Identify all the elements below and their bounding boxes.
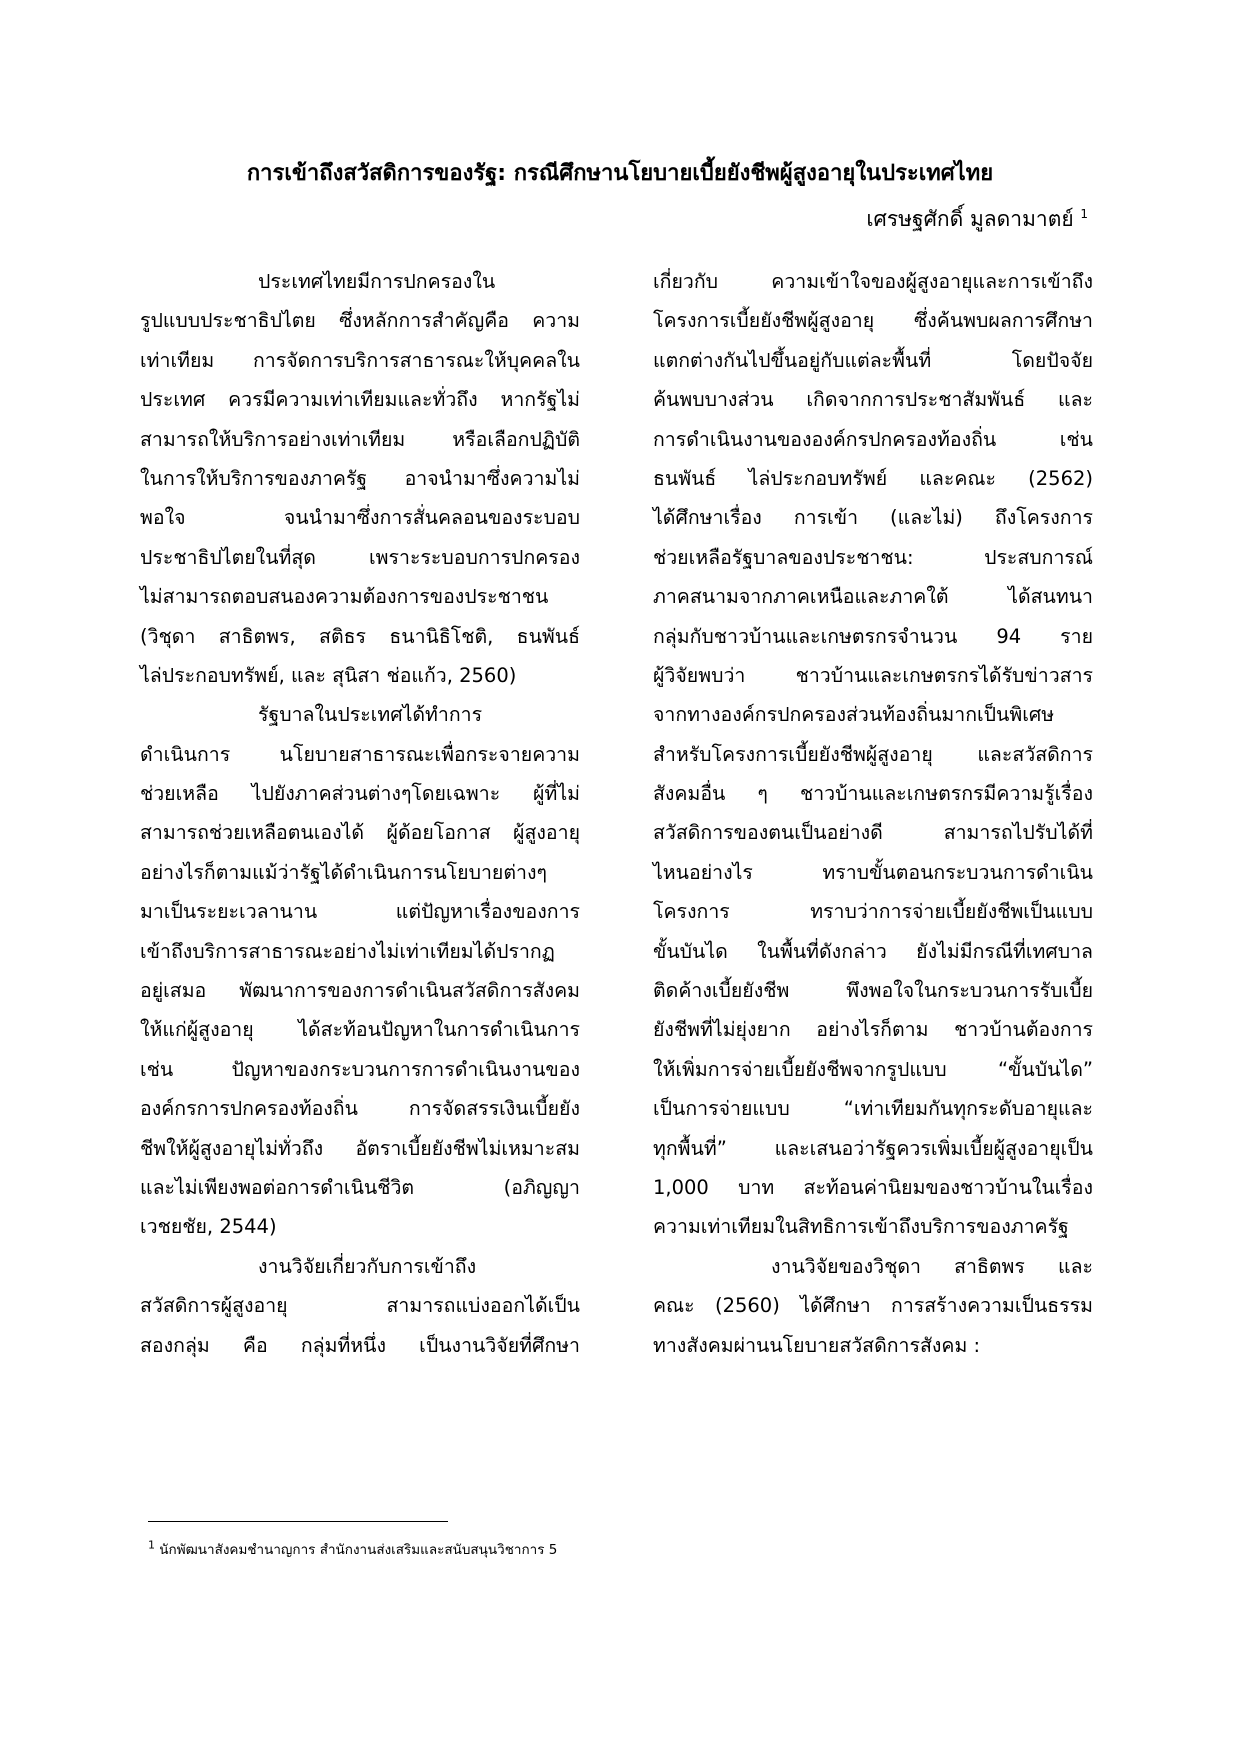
text-line: ช่วยเหลือรัฐบาลของประชาชน: ประสบการณ์	[653, 545, 1093, 569]
text-line: ประเทศไทยมีการปกครองใน	[258, 270, 496, 293]
text-line: ยังชีพที่ไม่ยุ่งยาก อย่างไรก็ตาม ชาวบ้านต้องการ	[653, 1018, 1093, 1042]
text-line: เท่าเทียม การจัดการบริการสาธารณะให้บุคคลใน	[140, 348, 580, 372]
text-line: ดำเนินการ นโยบายสาธารณะเพื่อกระจายความ	[140, 742, 580, 766]
text-line: ภาคสนามจากภาคเหนือและภาคใต้ ได้สนทนา	[653, 585, 1093, 609]
text-line: สองกลุ่ม คือ กลุ่มที่หนึ่ง เป็นงานวิจัยที่ศึกษา	[140, 1333, 580, 1357]
footnote-number: 1	[148, 1538, 155, 1552]
text-line: แตกต่างกันไปขึ้นอยู่กับแต่ละพื้นที่ โดยปัจจัย	[653, 348, 1093, 372]
text-line: องค์กรการปกครองท้องถิ่น การจัดสรรเงินเบี้ยยัง	[140, 1097, 580, 1121]
text-line: ไม่สามารถตอบสนองความต้องการของประชาชน	[140, 585, 549, 609]
text-line: โครงการเบี้ยยังชีพผู้สูงอายุ ซึ่งค้นพบผลการศึกษา	[653, 309, 1093, 333]
text-line: สวัสดิการผู้สูงอายุ สามารถแบ่งออกได้เป็น	[140, 1294, 580, 1318]
text-line: ผู้วิจัยพบว่า ชาวบ้านและเกษตรกรได้รับข่าวสาร	[653, 663, 1093, 687]
text-line: อยู่เสมอ พัฒนาการของการดำเนินสวัสดิการสังคม	[140, 979, 580, 1003]
text-line: โครงการ ทราบว่าการจ่ายเบี้ยยังชีพเป็นแบบ	[653, 900, 1093, 924]
text-line: เกี่ยวกับ ความเข้าใจของผู้สูงอายุและการเข้าถึง	[653, 270, 1093, 293]
text-line: ทุกพื้นที่” และเสนอว่ารัฐควรเพิ่มเบี้ยผู้สูงอายุเป็น	[653, 1136, 1093, 1160]
text-line: รูปแบบประชาธิปไตย ซึ่งหลักการสำคัญคือ ความ	[140, 309, 580, 333]
text-line: กลุ่มกับชาวบ้านและเกษตรกรจำนวน 94 ราย	[653, 624, 1093, 648]
text-line: ประเทศ ควรมีความเท่าเทียมและทั่วถึง หากรัฐไม่	[140, 388, 580, 412]
text-line: ขั้นบันได ในพื้นที่ดังกล่าว ยังไม่มีกรณีที่เทศบาล	[653, 939, 1093, 963]
text-line: ได้ศึกษาเรื่อง การเข้า (และไม่) ถึงโครงการ	[653, 506, 1093, 530]
text-line: สังคมอื่น ๆ ชาวบ้านและเกษตรกรมีความรู้เรื่อง	[653, 782, 1093, 806]
text-line: เวชยชัย, 2544)	[140, 1215, 277, 1239]
text-line: เป็นการจ่ายแบบ “เท่าเทียมกันทุกระดับอายุและ	[653, 1097, 1093, 1121]
text-line: สำหรับโครงการเบี้ยยังชีพผู้สูงอายุ และสวัสดิการ	[653, 742, 1093, 766]
footnote-rule	[148, 1521, 448, 1522]
text-line: สวัสดิการของตนเป็นอย่างดี สามารถไปรับได้ที่	[653, 821, 1093, 845]
text-line: ให้เพิ่มการจ่ายเบี้ยยังชีพจากรูปแบบ “ขั้นบันได”	[653, 1057, 1093, 1081]
text-line: คณะ (2560) ได้ศึกษา การสร้างความเป็นธรรม	[653, 1294, 1093, 1318]
text-line: ธนพันธ์ ไล่ประกอบทรัพย์ และคณะ (2562)	[653, 466, 1093, 490]
text-line: ชีพให้ผู้สูงอายุไม่ทั่วถึง อัตราเบี้ยยังชีพไม่เหมาะสม	[140, 1136, 580, 1160]
text-line: สามารถช่วยเหลือตนเองได้ ผู้ด้อยโอกาส ผู้สูงอายุ	[140, 821, 580, 845]
author-name: เศรษฐศักดิ์ มูลดามาตย์	[866, 207, 1074, 231]
text-line: อย่างไรก็ตามแม้ว่ารัฐได้ดำเนินการนโยบายต่างๆ	[140, 860, 547, 884]
text-line: พอใจ จนนำมาซึ่งการสั่นคลอนของระบอบ	[140, 506, 580, 530]
text-line: ประชาธิปไตยในที่สุด เพราะระบอบการปกครอง	[140, 545, 580, 569]
text-line: ให้แก่ผู้สูงอายุ ได้สะท้อนปัญหาในการดำเนินการ	[140, 1018, 580, 1042]
text-line: ช่วยเหลือ ไปยังภาคส่วนต่างๆโดยเฉพาะ ผู้ที่ไม่	[140, 782, 580, 806]
text-line: ติดค้างเบี้ยยังชีพ พึงพอใจในกระบวนการรับเบี้ย	[653, 979, 1093, 1003]
text-line: จากทางองค์กรปกครองส่วนท้องถิ่นมากเป็นพิเศษ	[653, 703, 1055, 727]
text-line: 1,000 บาท สะท้อนค่านิยมของชาวบ้านในเรื่อง	[653, 1175, 1093, 1199]
text-line: ไหนอย่างไร ทราบขั้นตอนกระบวนการดำเนิน	[653, 860, 1093, 884]
author-line	[866, 203, 1088, 236]
text-line: เข้าถึงบริการสาธารณะอย่างไม่เท่าเทียมได้ปรากฏ	[140, 939, 555, 963]
left-column	[140, 262, 580, 1365]
text-line: การดำเนินงานขององค์กรปกครองท้องถิ่น เช่น	[653, 427, 1093, 451]
text-line: (วิชุดา สาธิตพร, สติธร ธนานิธิโชติ, ธนพันธ์	[140, 624, 580, 648]
text-line: ทางสังคมผ่านนโยบายสวัสดิการสังคม :	[653, 1333, 981, 1357]
text-line: ไล่ประกอบทรัพย์, และ สุนิสา ช่อแก้ว, 2560)	[140, 663, 517, 687]
footnote-text: นักพัฒนาสังคมชำนาญการ สำนักงานส่งเสริมและสนับสนุนวิชาการ 5	[159, 1542, 558, 1558]
text-line: ค้นพบบางส่วน เกิดจากการประชาสัมพันธ์ และ	[653, 388, 1093, 412]
paper-title: การเข้าถึงสวัสดิการของรัฐ: กรณีศึกษานโยบายเบี้ยยังชีพผู้สูงอายุในประเทศไทย	[246, 161, 994, 186]
text-line: รัฐบาลในประเทศได้ทำการ	[258, 703, 483, 727]
text-line: ในการให้บริการของภาครัฐ อาจนำมาซึ่งความไม่	[140, 466, 580, 490]
text-line: และไม่เพียงพอต่อการดำเนินชีวิต (อภิญญา	[140, 1175, 580, 1199]
footnote-mark: 1	[1080, 207, 1088, 221]
text-line: งานวิจัยเกี่ยวกับการเข้าถึง	[258, 1254, 477, 1278]
text-line: มาเป็นระยะเวลานาน แต่ปัญหาเรื่องของการ	[140, 900, 580, 924]
text-line: ความเท่าเทียมในสิทธิการเข้าถึงบริการของภาครัฐ	[653, 1215, 1069, 1239]
right-column	[653, 262, 1093, 1365]
text-line: เช่น ปัญหาของกระบวนการการดำเนินงานของ	[140, 1057, 580, 1081]
text-line: สามารถให้บริการอย่างเท่าเทียม หรือเลือกปฏิบัติ	[140, 427, 580, 451]
footnote	[148, 1538, 557, 1560]
text-line: งานวิจัยของวิชุดา สาธิตพร และ	[771, 1254, 1093, 1278]
